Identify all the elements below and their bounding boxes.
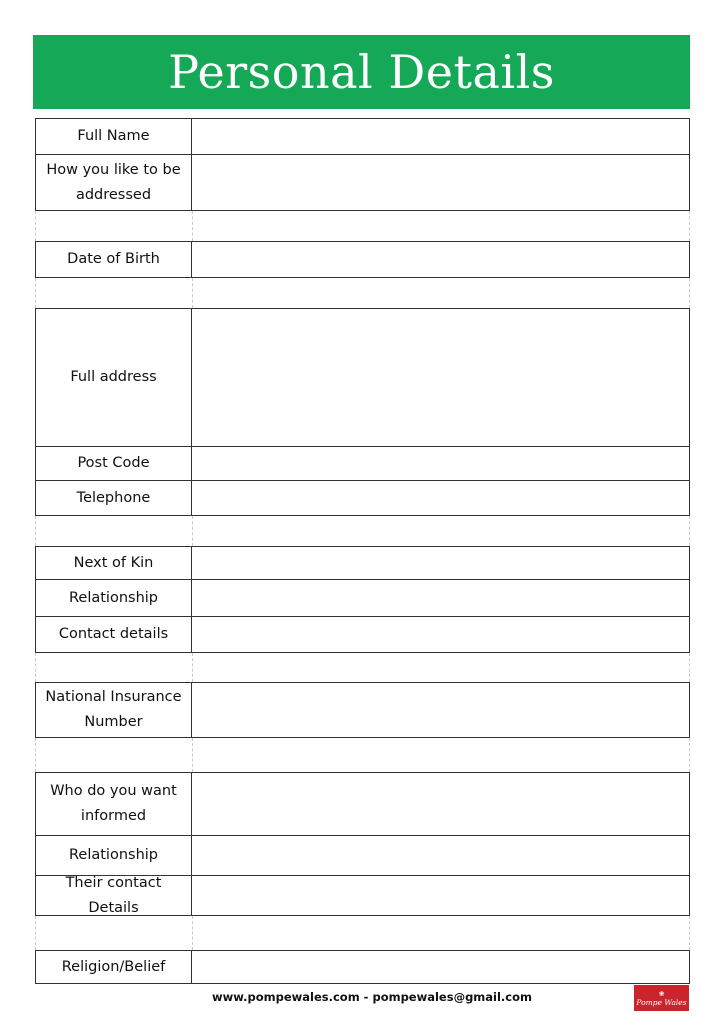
flower-icon: ❀ [658,989,665,998]
field-label: Next of Kin [36,547,192,579]
page-title: Personal Details [168,45,555,99]
spacer-row [35,653,690,682]
form-row-full-name [35,118,690,155]
field-label: National Insurance Number [36,683,192,737]
next-of-kin-field[interactable] [192,547,689,579]
field-label: How you like to be addressed [36,155,192,210]
form-row-addressed-as [35,155,690,211]
spacer-row [35,738,690,772]
kin-contact-field[interactable] [192,617,689,652]
field-label: Their contact Details [36,876,192,915]
ni-number-field[interactable] [192,683,689,737]
field-label: Relationship [36,836,192,875]
informed-contact-field[interactable] [192,876,689,915]
form-row-telephone [35,481,690,516]
title-banner [33,35,690,109]
pompe-wales-logo [634,985,689,1011]
spacer-row [35,278,690,308]
field-label: Full address [36,309,192,446]
addressed-as-field[interactable] [192,155,689,210]
footer-contact: www.pompewales.com - pompewales@gmail.com [211,990,533,1004]
form-row-next-of-kin [35,546,690,580]
form-row-religion [35,950,690,984]
form-row-post-code [35,447,690,481]
form-row-informed-contact [35,876,690,916]
field-label: Telephone [36,481,192,515]
who-informed-field[interactable] [192,773,689,835]
logo-text: Pompe Wales [636,997,687,1007]
kin-relationship-field[interactable] [192,580,689,616]
religion-field[interactable] [192,951,689,983]
field-label: Contact details [36,617,192,652]
form-row-kin-relationship [35,580,690,617]
telephone-field[interactable] [192,481,689,515]
field-label: Religion/Belief [36,951,192,983]
post-code-field[interactable] [192,447,689,480]
spacer-row [35,916,690,950]
field-label: Post Code [36,447,192,480]
spacer-row [35,211,690,241]
field-label: Date of Birth [36,242,192,277]
full-address-field[interactable] [192,309,689,446]
date-of-birth-field[interactable] [192,242,689,277]
field-label: Who do you want informed [36,773,192,835]
informed-relationship-field[interactable] [192,836,689,875]
form-row-kin-contact [35,617,690,653]
field-label: Relationship [36,580,192,616]
form-row-date-of-birth [35,241,690,278]
form-row-ni-number [35,682,690,738]
field-label: Full Name [36,119,192,154]
form-row-who-informed [35,772,690,836]
full-name-field[interactable] [192,119,689,154]
form-row-full-address [35,308,690,447]
spacer-row [35,516,690,546]
